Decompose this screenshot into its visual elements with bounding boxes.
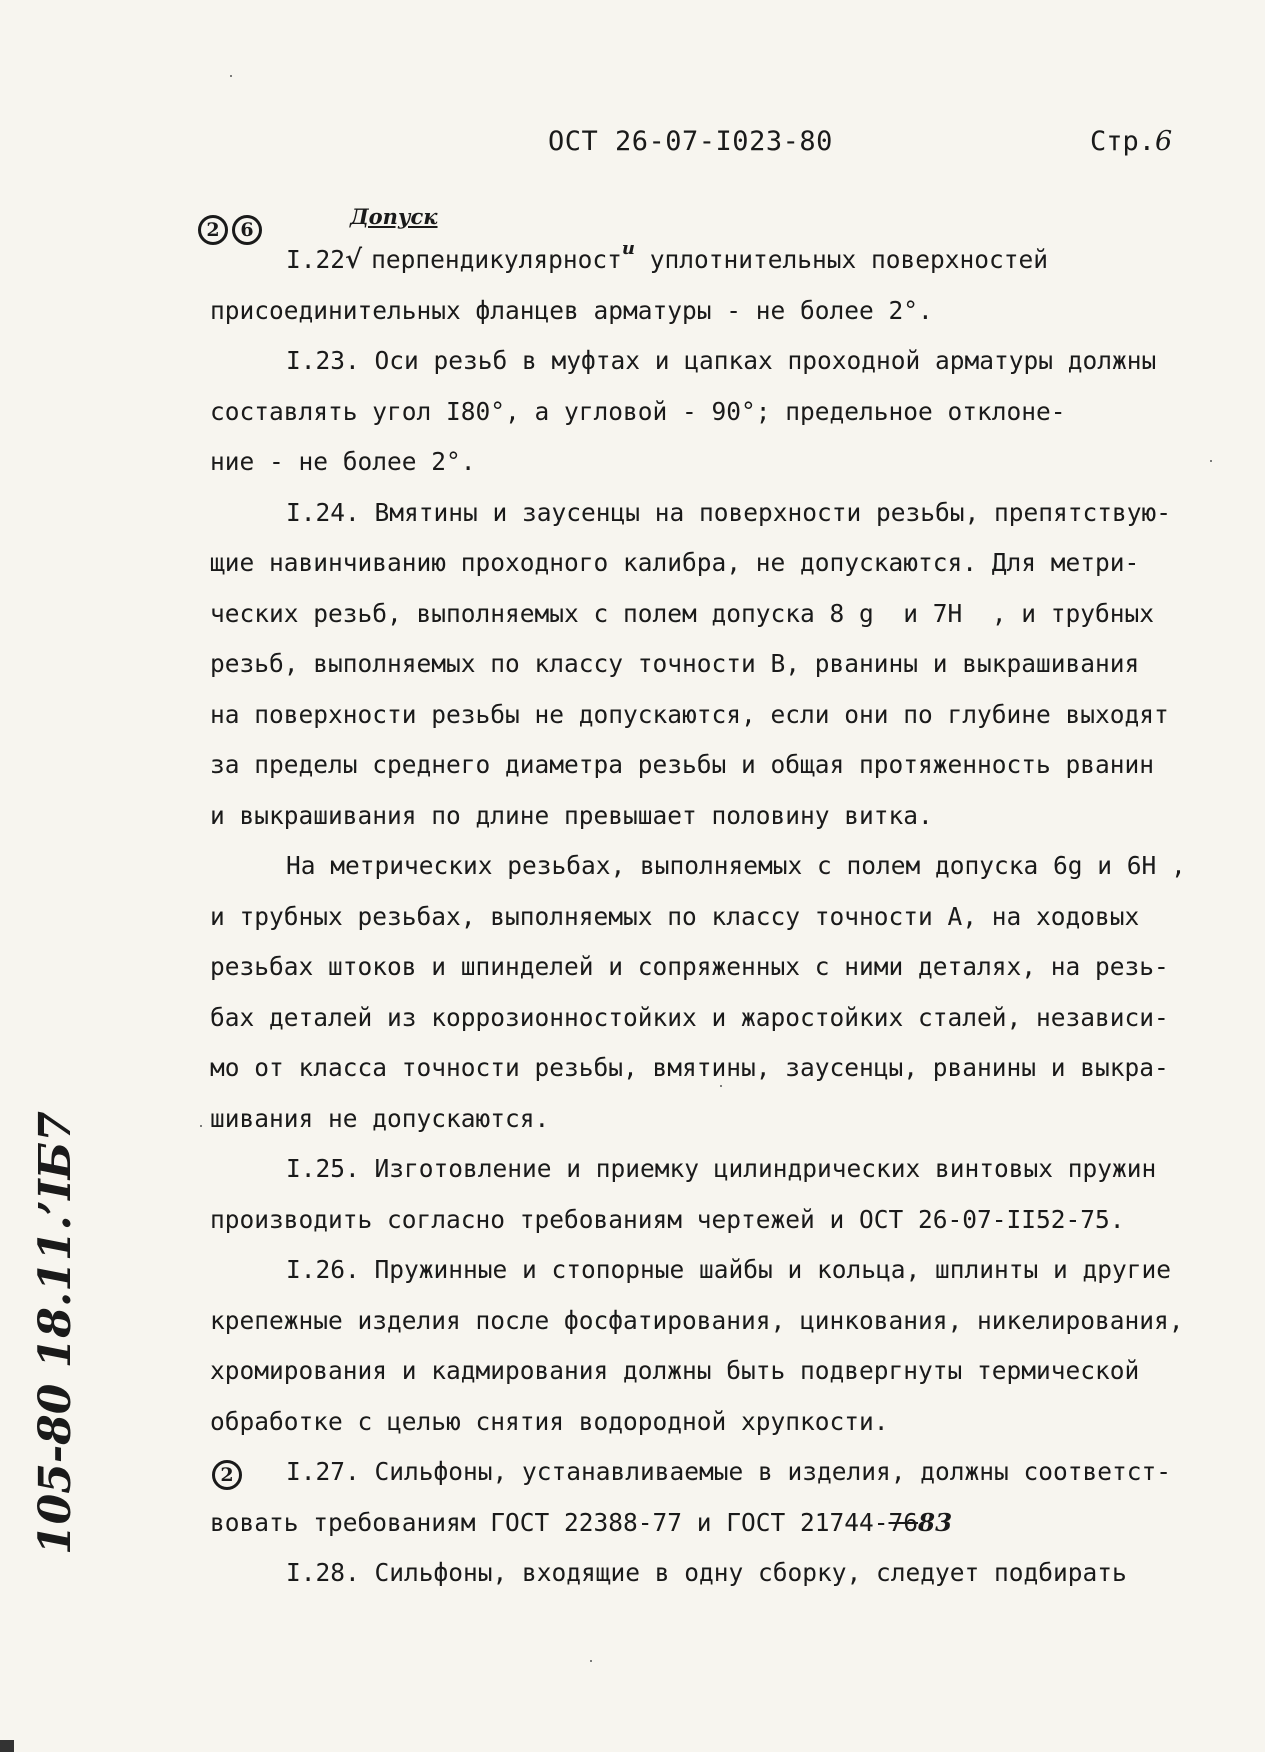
text-line: I.24. Вмятины и заусенцы на поверхности резьбы, препятствую- (286, 497, 1172, 527)
text-line: резьб, выполняемых по классу точности В, рванины и выкрашивания (210, 649, 1140, 678)
text-line: щие навинчиванию проходного калибра, не допускаются. Для метри- (210, 548, 1140, 577)
text-line: ческих резьб, выполняемых с полем допуска 8 g и 7H , и трубных (210, 598, 1155, 628)
text-line: мо от класса точности резьбы, вмятины, заусенцы, рванины и выкра- (210, 1053, 1169, 1082)
scan-speck (720, 1085, 722, 1087)
text-line: производить согласно требованиям чертежей и ОСТ 26-07-II52-75. (210, 1204, 1125, 1234)
text-line: бах деталей из коррозионностойких и жаростойких сталей, независи- (210, 1002, 1169, 1032)
text-line: I.23. Оси резьб в муфтах и цапках проходной арматуры должны (286, 346, 1157, 375)
document-body (210, 224, 1220, 1599)
text-line: вовать требованиям ГОСТ 22388-77 и ГОСТ 21744-7683 (210, 1507, 953, 1537)
revision-circle: 6 (232, 215, 262, 245)
text-line: шивания не допускаются. (210, 1103, 550, 1133)
text-line: присоединительных фланцев арматуры - не более 2°. (210, 295, 933, 325)
text-line: хромирования и кадмирования должны быть подвергнуты термической (210, 1356, 1140, 1385)
text-line: резьбах штоков и шпинделей и сопряженных с ними деталях, на резь- (210, 952, 1169, 981)
text-line: на поверхности резьбы не допускаются, если они по глубине выходят (210, 699, 1169, 729)
scan-speck (200, 1125, 202, 1127)
revision-circle: 2 (212, 1460, 242, 1490)
standard-number: ОСТ 26-07-I023-80 (548, 126, 833, 157)
text-line: обработке с целью снятия водородной хрупкости. (210, 1406, 889, 1436)
page-label: Стр. (1090, 126, 1156, 157)
handwritten-i: и (621, 238, 636, 259)
revision-circle: 2 (198, 215, 228, 245)
text-line: и выкрашивания по длине превышает половину витка. (210, 800, 933, 830)
scan-speck (230, 75, 232, 77)
handwritten-83: 83 (918, 1507, 953, 1537)
text-line: I.27. Сильфоны, устанавливаемые в изделия, должны соответст- (286, 1457, 1172, 1486)
text-line: I.22√ перпендикулярност$^и$ уплотнительных поверхностей (286, 238, 1049, 275)
page-number-value: 6 (1155, 126, 1173, 157)
text-line: крепежные изделия после фосфатирования, цинкования, никелирования, (210, 1305, 1184, 1335)
text-line: На метрических резьбах, выполняемых с полем допуска 6g и 6H , (286, 851, 1186, 880)
scan-speck (590, 1660, 592, 1662)
text-line: зa пределы среднего диаметра резьбы и общая протяженность рванин (210, 750, 1155, 779)
text-line: составлять угол I80°, а угловой - 90°; предельное отклоне- (210, 396, 1066, 426)
text-line: I.26. Пружинные и стопорные шайбы и кольца, шплинты и другие (286, 1255, 1172, 1284)
text-line: I.25. Изготовление и приемку цилиндрических винтовых пружин (286, 1154, 1157, 1183)
text-line: I.28. Сильфоны, входящие в одну сборку, следует подбирать (286, 1558, 1127, 1587)
scan-edge-mark (0, 1740, 14, 1752)
handwritten-dopusk: Допуск (350, 204, 438, 229)
scan-speck (1210, 460, 1212, 462)
text-line: и трубных резьбах, выполняемых по классу точности А, на ходовых (210, 901, 1140, 931)
handwritten-side-note: 105-80 18.11.’ІБ7 (30, 1111, 81, 1555)
text-line: ние - не более 2°. (210, 447, 476, 476)
page-number (1090, 126, 1172, 157)
